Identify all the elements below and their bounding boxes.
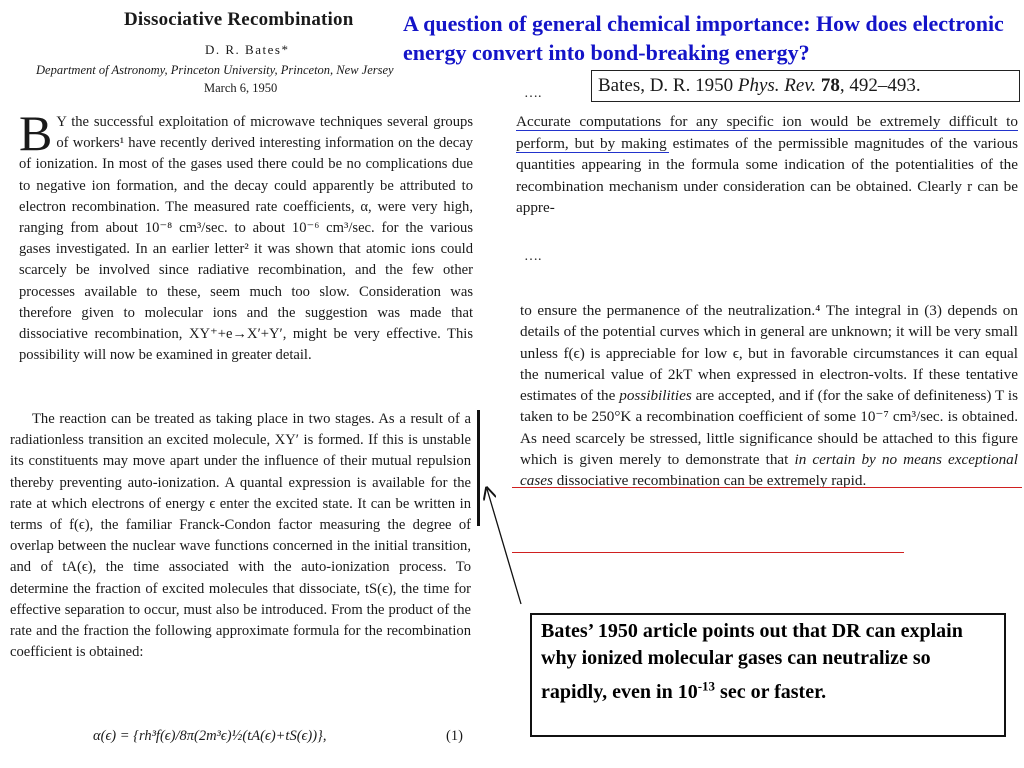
blue-underline-1: [516, 130, 1018, 131]
article-paragraph-2: The reaction can be treated as taking place in two stages. As a result of a radiationless transition an excited molecule, XY′ is formed. If this is unstable its constituents may move apart under the influence of their mutual repulsion thereby preventing auto-ionization. A quantal expression is available for the rate at which electrons of energy ϵ enter the excited state. It can be written in terms of f(ϵ), the familiar Franck-Condon factor measuring the degree of overlap between the nuclear wave functions concerned in the initial transition, and of tA(ϵ), the time associated with the auto-ionization process. To determine the fraction of excited molecules that dissociate, tS(ϵ), the time for effective separation to occur, must also be introduced. From the product of the rate and the fraction the following approximate formula for the recombination coefficient is obtained:: [10, 411, 471, 661]
excerpt-2-part-1: to ensure the permanence of the neutralization.⁴ The integral in (3) depends on details of the potential curves which in general are unknown; it will be very small unless f(ϵ) is appreciable for low ϵ, but in favorable circumstances it can equal the numerical value of 2kT when expressed in electron-volts. If these tentative estimates of the: [520, 302, 1018, 405]
ellipsis-1: ….: [524, 86, 542, 101]
article-date: March 6, 1950: [204, 81, 278, 95]
article-paragraph-1-text: Y the successful exploitation of microwave techniques several groups of workers¹ have recently derived interesting information on the decay of ionization. In most of the gases used there could be no complications due to negative ion formation, and the decay could apparently be attributed to electron recombination. The measured rate coefficients, α, were very high, ranging from about 10⁻⁸ cm³/sec. to about 10⁻⁶ cm³/sec. for the various gases investigated. In an earlier letter² it was shown that atomic ions could scarcely be involved since radiative recombination, and the few other processes available to these, seem much too slow. Consideration was therefore given to molecular ions and the suggestion was made that dissociative recombination, XY⁺+e→X′+Y′, might be very effective. This possibility will now be examined in greater detail.: [19, 114, 473, 364]
excerpt-1: Accurate computations for any specific ion would be extremely difficult to perform, but by making estimates of the permissible magnitudes of the various quantities appearing in the formula some indication of the potentialities of the recombination mechanism under consideration can be obtained. Clearly r can be appre-: [516, 113, 1018, 216]
citation-volume: 78: [820, 75, 840, 96]
caption-text-inner: Bates’ 1950 article points out that DR can explain why ionized molecular gases can neutralize so rapidly, even in $10^{-13}$ sec or faster.: [541, 620, 963, 703]
citation-journal: Phys. Rev.: [737, 75, 817, 96]
excerpt-2-italic-1: possibilities: [619, 387, 692, 405]
article-author: D. R. Bates*: [205, 42, 290, 57]
article-paragraph-1: [19, 105, 473, 366]
slide-question: A question of general chemical importance: How does electronic energy convert into bond-breaking energy?: [403, 11, 1004, 65]
article-affiliation: Department of Astronomy, Princeton University, Princeton, New Jersey: [36, 63, 394, 77]
formula-number: (1): [446, 728, 463, 744]
excerpt-2: [520, 300, 1018, 492]
excerpt-2-italic-2: in certain by no means exceptional cases: [520, 451, 1018, 490]
drop-cap: B: [19, 105, 53, 161]
citation-box: [591, 70, 1020, 102]
red-underline-1: [512, 487, 1022, 488]
caption-text: [541, 618, 999, 706]
recombination-formula: α(ϵ) = {rh³f(ϵ)/8π(2m³ϵ)½(tA(ϵ)+tS(ϵ))},: [93, 728, 327, 744]
citation-pages: , 492–493.: [839, 75, 921, 96]
ellipsis-2: ….: [524, 249, 542, 264]
blue-underline-2: [516, 152, 669, 153]
excerpt-2-part-2: are accepted, and if (for the sake of definiteness) T is taken to be 250°K a recombination coefficient of some 10⁻⁷ cm³/sec. is obtained. As need scarcely be stressed, little significance should be attached to this figure which is given merely to demonstrate that: [520, 387, 1018, 469]
red-underline-2: [512, 552, 904, 553]
excerpt-2-part-3: dissociative recombination can be extremely rapid.: [552, 472, 867, 490]
citation-authors: Bates, D. R. 1950: [598, 75, 734, 96]
margin-bracket-line: [477, 410, 480, 526]
article-title: Dissociative Recombination: [124, 9, 354, 30]
arrow-line: [487, 489, 521, 604]
